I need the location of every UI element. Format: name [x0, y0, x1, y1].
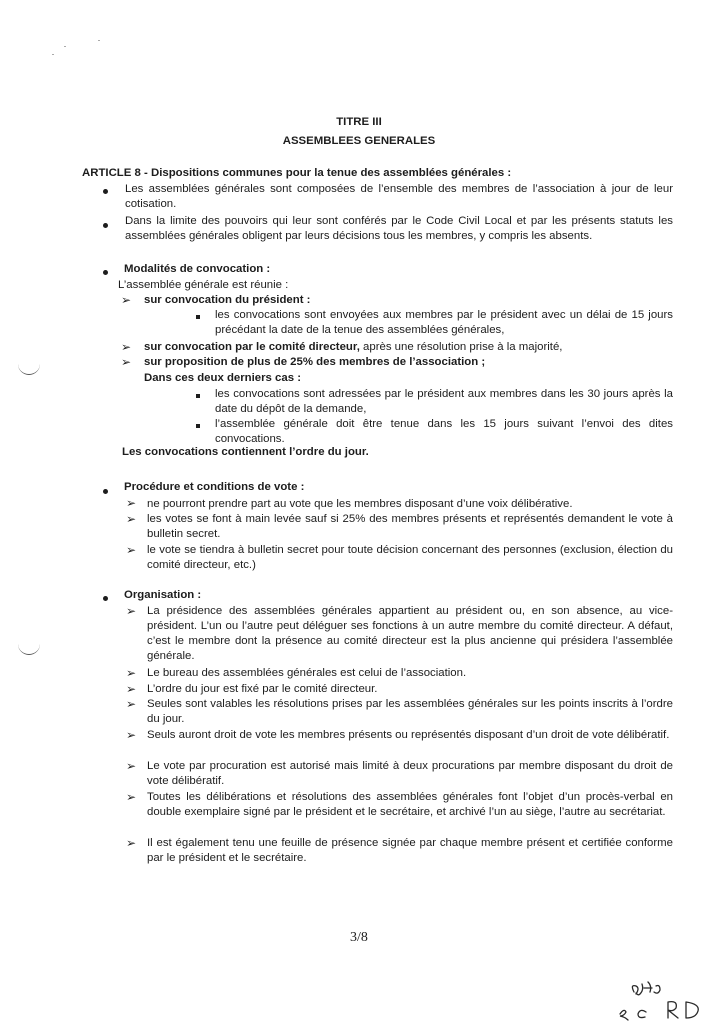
vote-item: ne pourront prendre part au vote que les membres disposant d’une voix délibérative. [147, 498, 573, 510]
margin-mark [18, 644, 40, 655]
organisation-item: Le vote par procuration est autorisé mais limité à deux procurations par membre disposant du droit de vote délibératif. [147, 760, 673, 787]
article-heading: ARTICLE 8 - Dispositions communes pour la tenue des assemblées générales : [82, 167, 512, 179]
bullet-icon [103, 596, 108, 601]
subtitle: ASSEMBLEES GENERALES [282, 135, 436, 147]
bullet-icon [103, 223, 108, 228]
vote-item: le vote se tiendra à bulletin secret pour toute décision concernant des personnes (exclusion, élection du comité directeur, etc.) [147, 544, 673, 571]
section-heading: Modalités de convocation : [124, 263, 271, 275]
arrow-bullet-icon: ➢ [126, 512, 137, 526]
convocation-subitem: les convocations sont envoyées aux membres par le président avec un délai de 15 jours précédant la date de la tenue des assemblées générales, [215, 309, 673, 336]
organisation-item: La présidence des assemblées générales appartient au président ou, en son absence, au vice-président. L’un ou l’autre peut déléguer ses fonctions à un autre membre du comité directeur. A défaut, c’est le membre dont la présence au comité directeur est la plus ancienne qui présidera l’assemblée générale. [147, 605, 673, 662]
convocation-intro: L’assemblée générale est réunie : [118, 279, 289, 291]
convocation-item: sur convocation par le comité directeur, après une résolution prise à la majorité, [144, 341, 563, 353]
cases-subitem: les convocations sont adressées par le président aux membres dans les 30 jours après la date du dépôt de la demande, [215, 388, 673, 415]
organisation-item: Seules sont valables les résolutions prises par les assemblées générales sur les points inscrits à l’ordre du jour. [147, 698, 673, 725]
page-number: 3/8 [350, 930, 368, 945]
handwritten-initials [612, 978, 712, 1022]
organisation-item: Toutes les délibérations et résolutions des assemblées générales font l’objet d’un procès-verbal en double exemplaire signé par le président et le secrétaire, et archivé l’un au siège, l’autre au secrétariat. [147, 791, 673, 818]
organisation-item: L’ordre du jour est fixé par le comité directeur. [147, 683, 378, 695]
title: TITRE III [336, 116, 382, 128]
arrow-bullet-icon: ➢ [121, 355, 132, 369]
cases-subitem: l’assemblée générale doit être tenue dans les 15 jours suivant l’envoi des dites convocations. [215, 418, 673, 445]
bullet-icon [103, 270, 108, 275]
organisation-item: Seuls auront droit de vote les membres présents ou représentés disposant d’un droit de vote délibératif. [147, 729, 670, 741]
vote-item: les votes se font à main levée sauf si 25% des membres présents et représentés demandent le vote à bulletin secret. [147, 513, 673, 540]
organisation-item: Il est également tenu une feuille de présence signée par chaque membre présent et certifiée conforme par le président et le secrétaire. [147, 837, 673, 864]
section-heading: Organisation : [124, 589, 202, 601]
margin-mark [18, 364, 40, 375]
arrow-bullet-icon: ➢ [126, 697, 137, 711]
arrow-bullet-icon: ➢ [126, 682, 137, 696]
scan-speck [98, 40, 100, 41]
convocation-item: sur proposition de plus de 25% des membres de l’association ; [144, 356, 486, 368]
intro-bullet: Dans la limite des pouvoirs qui leur sont conférés par le Code Civil Local et par les présents statuts les assemblées générales obligent par leurs décisions tous les membres, y compris les absents. [125, 215, 673, 242]
square-bullet-icon [196, 394, 200, 398]
convocation-item: sur convocation du président : [144, 294, 311, 306]
cases-heading: Dans ces deux derniers cas : [144, 372, 302, 384]
scan-speck [64, 46, 66, 47]
bullet-icon [103, 489, 108, 494]
scan-speck [52, 54, 54, 55]
section-heading: Procédure et conditions de vote : [124, 481, 305, 493]
arrow-bullet-icon: ➢ [121, 340, 132, 354]
arrow-bullet-icon: ➢ [126, 836, 137, 850]
arrow-bullet-icon: ➢ [126, 790, 137, 804]
arrow-bullet-icon: ➢ [126, 666, 137, 680]
arrow-bullet-icon: ➢ [126, 496, 137, 510]
square-bullet-icon [196, 424, 200, 428]
arrow-bullet-icon: ➢ [126, 759, 137, 773]
arrow-bullet-icon: ➢ [126, 543, 137, 557]
bullet-icon [103, 189, 108, 194]
convocation-closing: Les convocations contiennent l’ordre du jour. [122, 446, 369, 458]
intro-bullet: Les assemblées générales sont composées de l’ensemble des membres de l’association à jour de leur cotisation. [125, 183, 673, 210]
organisation-item: Le bureau des assemblées générales est celui de l’association. [147, 667, 467, 679]
arrow-bullet-icon: ➢ [126, 728, 137, 742]
arrow-bullet-icon: ➢ [121, 293, 132, 307]
square-bullet-icon [196, 315, 200, 319]
arrow-bullet-icon: ➢ [126, 604, 137, 618]
